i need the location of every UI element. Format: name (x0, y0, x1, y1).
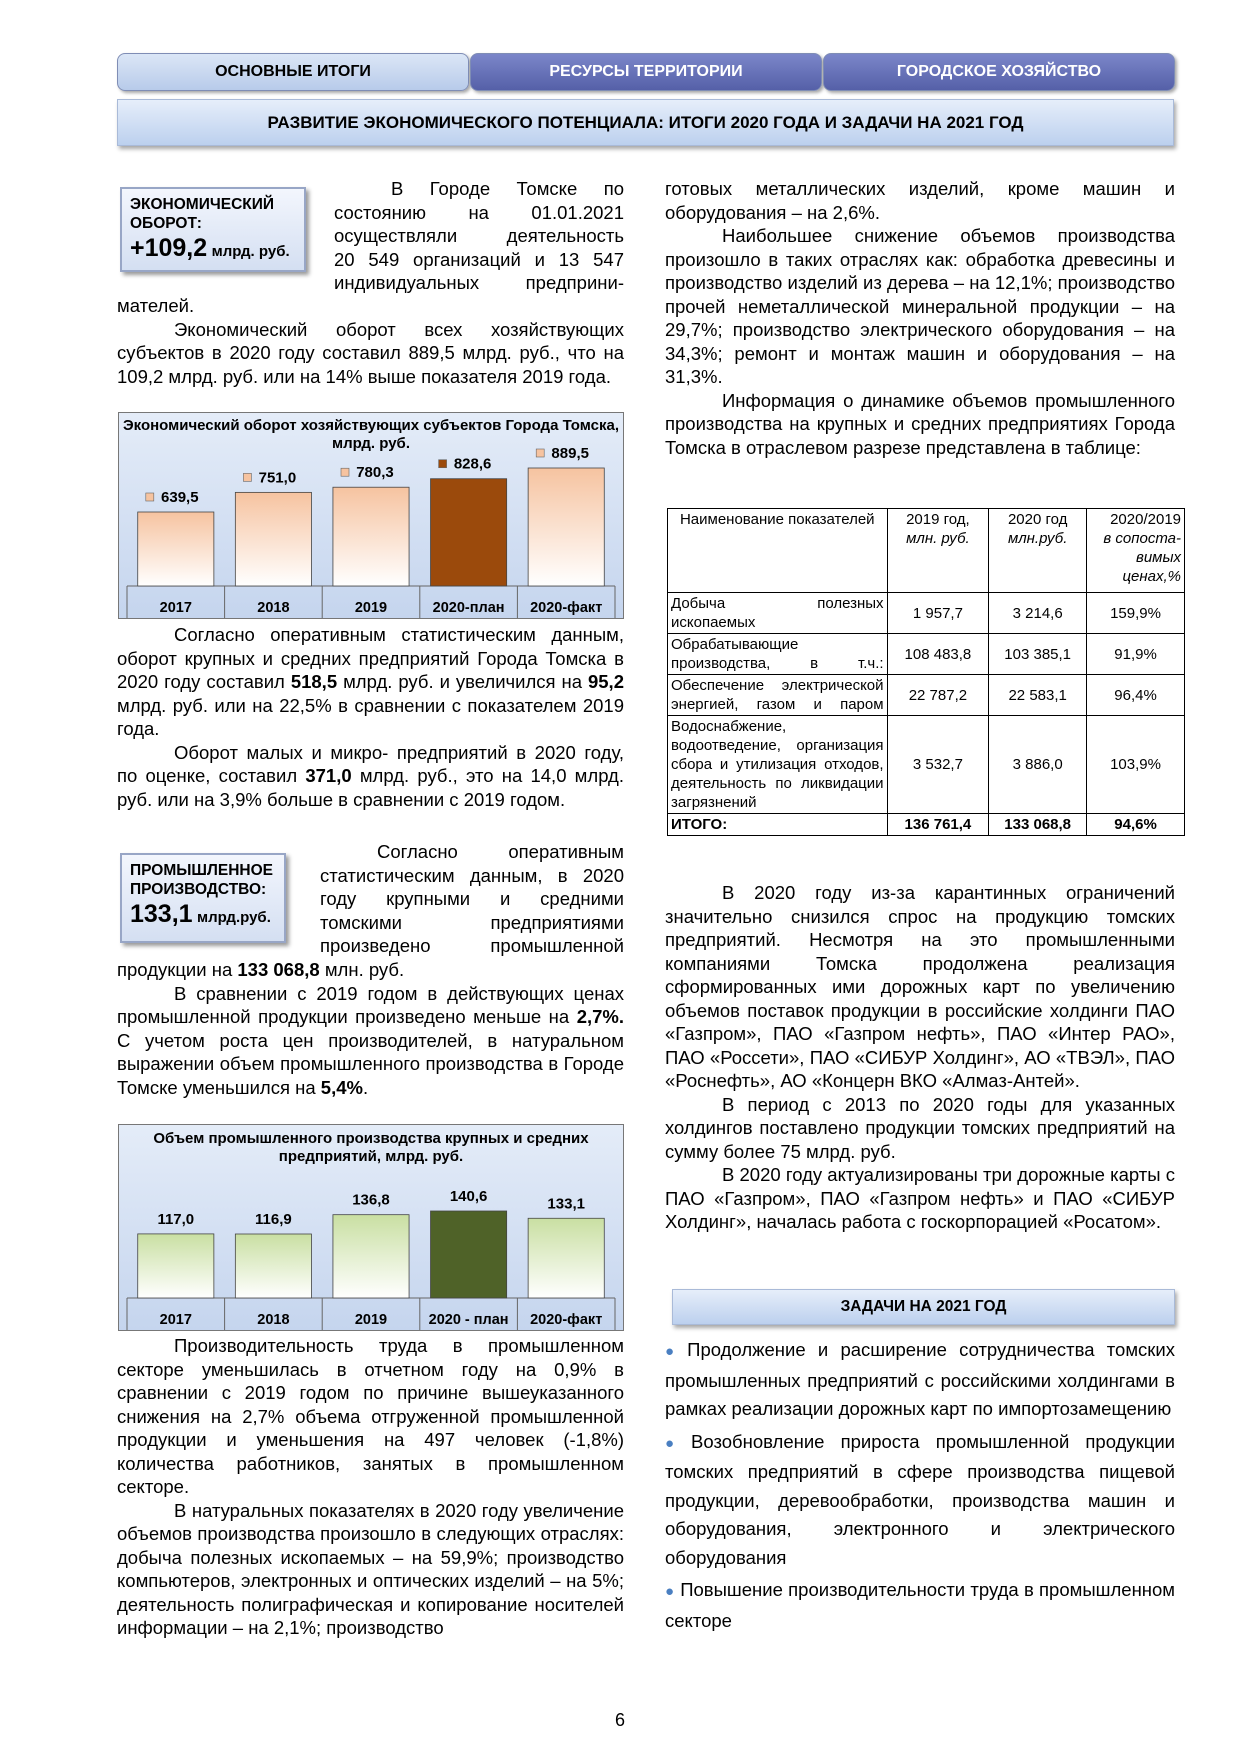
table-header: 2019 год, млн. руб. (887, 509, 989, 593)
left-paragraphs-c (117, 958, 624, 1099)
paragraph-roadmaps: В 2020 году актуализированы три дорожные карты с ПАО «Газпром», ПАО «Газпром нефть» и ПАО «СИБУР Холдинг», началась работа с госкорпорацией «Росатом». (665, 1164, 1175, 1232)
paragraph-small-enterprises: Оборот малых и микро- предприятий в 2020 году, по оценке, составил 371,0 млрд. руб., это на 14,0 млрд. руб. или на 3,9% больше в сравнении с 2019 годом. (117, 741, 624, 810)
paragraph-growth-sectors: В натуральных показателях в 2020 году увеличение объемов производства произошло в следующих отраслях: добыча полезных ископаемых – на 59,9%; производство компьютеров, электронных и оптических изделий – на 5%; деятельность полиграфическая и копирование носителей информации – на 2,1%; производство (117, 1499, 624, 1638)
table-cell: 1 957,7 (887, 593, 989, 634)
table-cell: 94,6% (1087, 814, 1185, 836)
legend-marker (243, 473, 251, 481)
chart-title: Экономический оборот хозяйствующих субъектов Города Томска, млрд. руб. (122, 417, 620, 452)
bullet-icon: ● (665, 1343, 682, 1360)
table-row (668, 593, 1185, 634)
left-paragraphs-a (117, 294, 624, 388)
data-label: 751,0 (258, 469, 297, 487)
tab-main-results[interactable]: ОСНОВНЫЕ ИТОГИ (117, 53, 469, 91)
economic-turnover-callout (120, 187, 306, 272)
x-tick-label: 2018 (257, 1312, 290, 1328)
callout-label: ПРОИЗВОДСТВО: (130, 881, 267, 898)
legend-marker (439, 460, 447, 468)
table-row (668, 675, 1185, 716)
chart-economic-turnover (118, 412, 624, 619)
left-intro-right-block (334, 177, 624, 295)
data-label: 140,6 (449, 1188, 488, 1205)
paragraph-quarantine: В 2020 году из-за карантинных ограничений значительно снизился спрос на продукцию томских предприятий. Несмотря на это промышленными компаниями Томска продолжена реализация сформированных ими дорожных карт по увеличению объемов поставок продукции в российские холдинги ПАО «Газпром», ПАО «Газпром нефть», ПАО «Интер РАО», ПАО «Россети», ПАО «СИБУР Холдинг», АО «ТВЭЛ», ПАО «Роснефть», АО «Концерн ВКО «Алмаз-Антей». (665, 882, 1175, 1091)
table-cell: 3 886,0 (989, 716, 1087, 814)
chart-plot (119, 413, 623, 618)
table-cell: 133 068,8 (989, 814, 1087, 836)
data-label: 116,9 (255, 1211, 292, 1228)
x-tick-label: 2020-факт (530, 600, 603, 616)
list-item: ● Возобновление прироста промышленной продукции томских предприятий в сфере производства пищевой продукции, деревообработки, производства машин и оборудования, электронного и электрического оборудования (665, 1430, 1176, 1568)
text-line: продукции на 133 068,8 млн. руб. (117, 959, 405, 980)
x-tick-label: 2017 (159, 600, 192, 616)
callout-value: 133,1 (130, 900, 193, 928)
text-line: В Городе Томске по (391, 178, 624, 199)
bar (528, 1218, 604, 1298)
data-label: 639,5 (161, 489, 199, 506)
x-tick-label: 2020 - план (428, 1312, 509, 1328)
chart-plot (119, 1125, 623, 1330)
text-line: осуществляли деятельность (334, 225, 624, 246)
left-paragraphs-b (117, 623, 624, 811)
bullet-icon: ● (665, 1583, 675, 1600)
text-line: произведено промышленной (320, 935, 624, 956)
paragraph-price-comparison: В сравнении с 2019 годом в действующих ценах промышленной продукции произведено меньше на 2,7%. С учетом роста цен производителей, в натуральном выражении объем промышленного производства в Городе Томске уменьшился на 5,4%. (117, 982, 624, 1098)
paragraph-deliveries: В период с 2013 по 2020 годы для указанных холдингов поставлено продукции томских предприятий на сумму более 75 млрд. руб. (665, 1093, 1175, 1162)
bar (138, 1234, 214, 1298)
tab-city-economy[interactable]: ГОРОДСКОЕ ХОЗЯЙСТВО (823, 53, 1175, 91)
table-cell: 22 787,2 (887, 675, 989, 716)
legend-marker (536, 449, 544, 457)
table-cell: 136 761,4 (887, 814, 989, 836)
table-header: 2020 год млн.руб. (989, 509, 1087, 593)
text-line: Согласно оперативным (377, 841, 624, 862)
text-line: индивидуальных предприни- (334, 272, 624, 293)
bar (528, 468, 604, 586)
callout-label: ЭКОНОМИЧЕСКИЙ (130, 196, 275, 213)
paragraph-table-intro: Информация о динамике объемов промышленного производства на крупных и средних предприятиях Города Томска в отраслевом разрезе представлена в таблице: (665, 389, 1175, 458)
bar (235, 492, 311, 586)
table-header: 2020/2019 в сопоста-вимых ценах,% (1087, 509, 1185, 593)
right-paragraphs-a (665, 177, 1175, 459)
text-line: мателей. (117, 295, 195, 316)
paragraph-turnover: Экономический оборот всех хозяйствующих субъектов в 2020 году составил 889,5 млрд. руб., что на 109,2 млрд. руб. или на 14% выше показателя 2019 года. (117, 318, 624, 387)
x-tick-label: 2019 (354, 600, 388, 616)
paragraph-productivity: Производительность труда в промышленном секторе уменьшилась в отчетном году на 0,9% в сравнении с 2019 годом по причине вышеуказанного снижения на 2,7% объема отгруженной промышленной продукции и уменьшения на 497 человек (-1,8%) количества работников, занятых в промышленном секторе. (117, 1335, 624, 1497)
callout-label: ОБОРОТ: (130, 215, 202, 232)
data-label: 780,3 (356, 464, 394, 482)
text-line: статистическим данным, в 2020 (320, 864, 624, 886)
table-cell: 159,9% (1087, 593, 1185, 634)
right-paragraphs-b (665, 881, 1175, 1234)
table-cell: 3 214,6 (989, 593, 1087, 634)
table-total-row (668, 814, 1185, 836)
page-title: РАЗВИТИЕ ЭКОНОМИЧЕСКОГО ПОТЕНЦИАЛА: ИТОГИ 2020 ГОДА И ЗАДАЧИ НА 2021 ГОД (117, 99, 1174, 146)
x-tick-label: 2020-план (432, 600, 505, 616)
x-tick-label: 2019 (354, 1312, 388, 1328)
legend-marker (341, 468, 349, 476)
left-paragraphs-d (117, 1334, 624, 1640)
table-row (668, 634, 1185, 675)
table-cell: 96,4% (1087, 675, 1185, 716)
chart-industrial-production (118, 1124, 624, 1331)
table-header-row (668, 509, 1185, 593)
bar (333, 1215, 409, 1298)
tab-territory-resources[interactable]: РЕСУРСЫ ТЕРРИТОРИИ (470, 53, 822, 91)
bar (431, 1211, 507, 1298)
bar (431, 479, 507, 586)
table-cell: 103,9% (1087, 716, 1185, 814)
production-table (667, 508, 1185, 836)
x-tick-label: 2018 (257, 600, 290, 616)
bar (235, 1234, 311, 1298)
table-cell: 3 532,7 (887, 716, 989, 814)
tasks-heading: ЗАДАЧИ НА 2021 ГОД (672, 1289, 1175, 1325)
text-line: 20 549 организаций и 13 547 (334, 248, 624, 270)
bar (333, 487, 409, 586)
text-line: году крупными и средними (320, 888, 624, 909)
industrial-production-callout (120, 853, 286, 943)
callout-unit: млрд.руб. (197, 909, 271, 926)
paragraph-decline-sectors: Наибольшее снижение объемов производства произошло в таких отраслях как: обработка древесины и производство изделий из дерева – на 12,1%; производство прочей неметаллической минеральной продукции – на 29,7%; производство электрического оборудования – на 34,3%; ремонт и монтаж машин и оборудования – на 31,3%. (665, 225, 1175, 387)
text-line: состоянию на 01.01.2021 (334, 201, 624, 223)
page-number: 6 (614, 1710, 625, 1730)
table-cell: Добыча полезных ископаемых (668, 593, 888, 634)
list-item: ● Продолжение и расширение сотрудничества томских промышленных предприятий с российскими холдингами в рамках реализации дорожных карт по импортозамещению (665, 1339, 1175, 1419)
callout-label: ПРОМЫШЛЕННОЕ (130, 862, 273, 879)
bullet-icon: ● (665, 1434, 686, 1452)
left-production-right-block (320, 840, 624, 958)
table-cell: 103 385,1 (989, 634, 1087, 675)
table-cell: Обеспечение электрической энергией, газом и паром (668, 675, 888, 716)
callout-value: +109,2 (130, 234, 208, 262)
tasks-list (665, 1336, 1175, 1635)
data-label: 117,0 (157, 1210, 195, 1228)
callout-unit: млрд. руб. (211, 243, 290, 260)
table-cell: Водоснабжение, водоотведение, организация сбора и утилизация отходов, деятельность по ликвидации загрязнений (668, 716, 888, 814)
table-cell: Обрабатывающие производства, в т.ч.: (668, 634, 888, 675)
x-tick-label: 2017 (159, 1312, 192, 1328)
data-label: 828,6 (453, 455, 492, 473)
table-header: Наименование показателей (668, 509, 888, 593)
data-label: 136,8 (352, 1191, 390, 1209)
legend-marker (146, 493, 154, 501)
paragraph-metal-products: готовых металлических изделий, кроме машин и оборудования – на 2,6%. (665, 178, 1175, 223)
data-label: 889,5 (551, 445, 589, 462)
table-row (668, 716, 1185, 814)
bar (138, 512, 214, 586)
table-cell: 22 583,1 (989, 675, 1087, 716)
data-label: 133,1 (547, 1195, 585, 1213)
table-cell: ИТОГО: (668, 814, 888, 836)
list-item: ● Повышение производительности труда в промышленном секторе (665, 1579, 1176, 1631)
chart-title: Объем промышленного производства крупных и средних предприятий, млрд. руб. (153, 1130, 589, 1165)
table-cell: 108 483,8 (887, 634, 989, 675)
text-line: томскими предприятиями (320, 911, 624, 933)
paragraph-large-enterprises: Согласно оперативным статистическим данным, оборот крупных и средних предприятий Города Томска в 2020 году составил 518,5 млрд. руб. и увеличился на 95,2 млрд. руб. или на 22,5% в сравнении с показателем 2019 года. (117, 624, 624, 739)
x-tick-label: 2020-факт (530, 1312, 603, 1328)
table-cell: 91,9% (1087, 634, 1185, 675)
